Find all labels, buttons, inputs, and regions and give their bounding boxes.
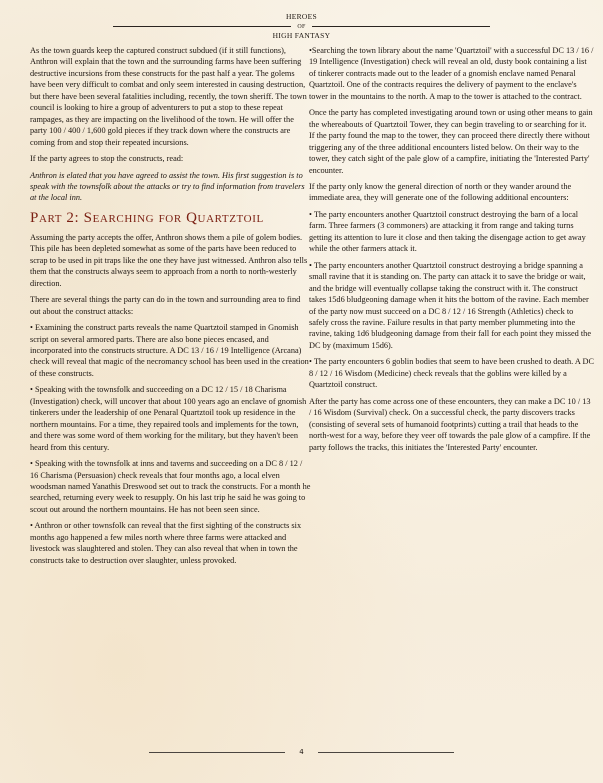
bullet-item: • Speaking with the townsfolk at inns and taverns and succeeding on a DC 8 / 12 / 16 Charisma (Persuasion) check reveals that four months ago, a local elven woodsman named Yanathis Dreswood set out to track the constructs. For a month he searched, returning every week to resupply. On his last trip he said he was going to scout out around the northern mountains. He has not been seen since. (30, 459, 311, 514)
paragraph-intro: As the town guards keep the captured construct subdued (if it still functions), Anthron will explain that the town and the surrounding farms have been suffering destructive incursions from these constructs for the past half a year. The golems have been very difficult to combat and only seem interested in causing destruction, but there have been several fatalities including, recently, the town sheriff. The town council is looking to hire a group of adventurers to put a stop to these repeat rampages, as they are impacting on the livelihood of the town. He will offer the party 100 / 400 / 1,600 gold pieces if they track down where the constructs are coming from and stop their repeated incursions. (30, 46, 307, 147)
footer-rule-left (149, 752, 285, 753)
footer-rule-right (318, 752, 454, 753)
paragraph-things-to-do: There are several things the party can do in the town and surrounding area to find out about the construct attacks: (30, 295, 301, 316)
running-header (0, 12, 603, 41)
right-column (309, 45, 594, 458)
paragraph-golem-bodies: Assuming the party accepts the offer, Anthron shows them a pile of golem bodies. This pile has been depleted somewhat as some of the parts have been reduced to scrap to be used in pit traps like the one they have just witnessed. Anthron also tells them that the constructs always seem to approach from a north to north-westerly direction. (30, 232, 308, 288)
header-title-top: HEROES (286, 12, 317, 21)
bullet-item: • Examining the construct parts reveals the name Quartztoil stamped in Gnomish script on several armored parts. There are also bone pieces encased, and incorporated into the constructs structure. A DC 13 / 16 / 19 Intelligence (Arcana) check will reveal that magic of the necromancy school has been used in the creation of these constructs. (30, 323, 309, 378)
paragraph-tracks: After the party has come across one of these encounters, they can make a DC 10 / 13 / 16 Wisdom (Survival) check. On a successful check, the party discovers tracks (consisting of several sets of humanoid footprints) cutting a trail that heads to the north-west for a way, before they veer off towards the pale glow of a campfire. If the party follows the tracks, this initiates the 'Interested Party' encounter. (309, 396, 591, 452)
paragraph-travel: Once the party has completed investigating around town or using other means to gain the whereabouts of Quartztoil Tower, they can begin traveling to or searching for it. If the party found the map to the tower, they can proceed there directly there without triggering any of the three additional encounters listed below. On their way to the tower, they catch sight of the pale glow of a campfire, initiating the 'Interested Party' encounter. (309, 108, 593, 175)
header-divider (0, 22, 603, 31)
paragraph-encounters-intro: If the party only know the general direction of north or they wander around the immediate area, they will generate one of the following additional encounters: (309, 181, 572, 203)
paragraph-agree: If the party agrees to stop the constructs, read: (30, 154, 184, 164)
section-heading: Part 2: Searching for Quartztoil (30, 209, 264, 226)
bullet-item: • The party encounters another Quartztoil construct destroying the barn of a local farm. Three farmers (3 commoners) are attacking it from range and taking turns getting its attention to lure it close and then taking the disengage action to get away while the other farmers attack it. (309, 209, 586, 254)
header-title-bottom: HIGH FANTASY (272, 31, 331, 40)
header-rule-right (312, 26, 490, 27)
page-footer (0, 748, 603, 756)
header-title-mid: OF (297, 23, 306, 30)
left-column (30, 45, 312, 571)
bullet-item-library: •Searching the town library about the name 'Quartztoil' with a successful DC 13 / 16 / 19 Intelligence (Investigation) check will reveal an old, dusty book containing a list of tinkerer contracts made out to the leader of a gnomish enclave named Penaral Quartztoil. One of the contracts requires the delivery of payment to the enclave's tower in the mountains to the north. A map to the tower is attached to the contract. (309, 46, 594, 101)
bullet-item: • Anthron or other townsfolk can reveal that the first sighting of the constructs six months ago happened a few miles north where three farms were attacked and livestock was slaughtered and stolen. They can also reveal that when in town the constructs take to destruction over slaughter, unless provoked. (30, 521, 302, 565)
read-aloud-text: Anthron is elated that you have agreed to assist the town. His first suggestion is to speak with the townsfolk about the attacks or try to find information from travelers at the local inn. (30, 170, 305, 203)
page-number: 4 (299, 748, 304, 756)
bullet-item: • The party encounters another Quartztoil construct destroying a bridge spanning a small ravine that it is standing on. The party can attack it to save the bridge or wait, and the bridge will eventually collapse taking the construct with it. The construct takes 15d6 bludgeoning damage when it hits the bottom of the ravine. Each member of the party now must succeed on a DC 8 / 12 / 16 Strength (Athletics) check to safely cross the ravine. Failure results in that party member plummeting into the ravine, taking 1d6 bludgeoning damage from their fall for each point they missed the DC by (maximum 15d6). (309, 260, 592, 350)
bullet-item: • The party encounters 6 goblin bodies that seem to have been crushed to death. A DC 8 / 12 / 16 Wisdom (Medicine) check reveals that the goblins were killed by a Quartztoil construct. (309, 357, 595, 390)
header-rule-left (113, 26, 291, 27)
bullet-item: • Speaking with the townsfolk and succeeding on a DC 12 / 15 / 18 Charisma (Investigation) check, will uncover that about 100 years ago an enclave of gnomish tinkerers under the leadership of one Penaral Quartztoil took up residence in the northern mountains. For a time, they repaired tools and implements for the town, and there was some word of them working for the military, but they haven't been heard from this century. (30, 385, 307, 452)
